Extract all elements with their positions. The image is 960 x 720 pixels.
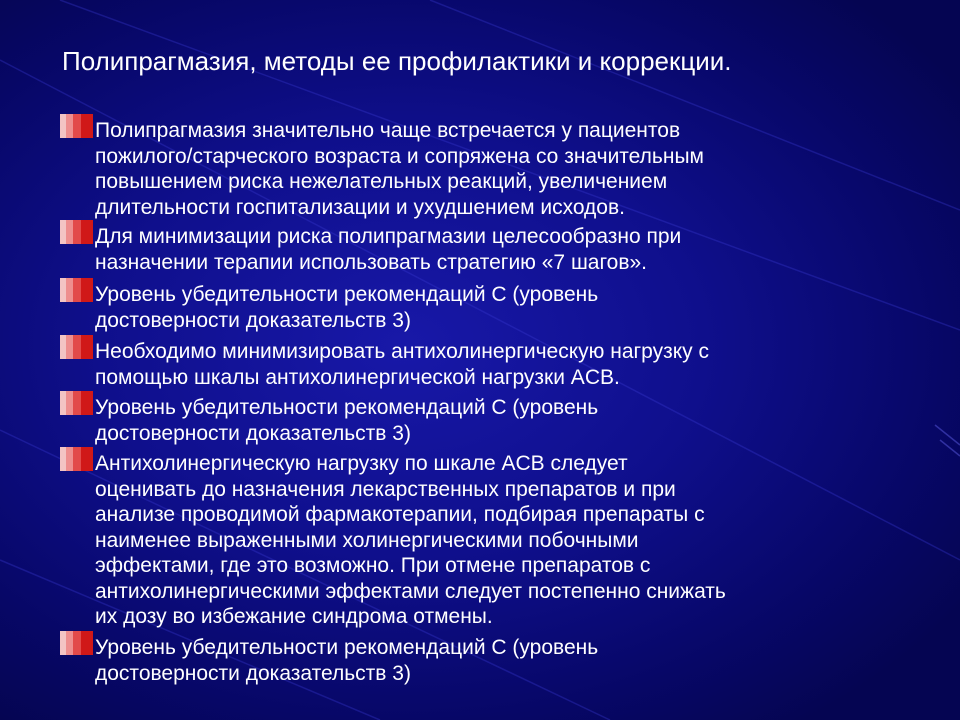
bullet-line: Антихолинергическую нагрузку по шкале ACB следует — [95, 452, 628, 475]
bullet-marker-icon — [60, 278, 93, 302]
bullet-line: Уровень убедительности рекомендаций С (уровень — [95, 396, 599, 419]
bullet-marker-icon — [60, 631, 93, 655]
bullet-line: достоверности доказательств 3) — [95, 421, 411, 445]
bullet-line: повышением риска нежелательных реакций, увеличением — [95, 170, 668, 193]
bullet-line: помощью шкалы антихолинергической нагрузки ACB. — [95, 365, 620, 389]
bullet-marker-icon — [60, 220, 93, 244]
bullet-marker-icon — [60, 335, 93, 359]
bullet-marker-icon — [60, 391, 93, 415]
bullet-line: Полипрагмазия значительно чаще встречается у пациентов — [95, 119, 681, 142]
bullet-text — [95, 635, 915, 686]
bullet-marker-icon — [60, 114, 93, 138]
bullet-line: Для минимизации риска полипрагмазии целесообразно при — [95, 225, 682, 248]
bullet-line: достоверности доказательств 3) — [95, 661, 411, 685]
bullet-line: Уровень убедительности рекомендаций С (уровень — [95, 283, 599, 306]
bullet-line: оценивать до назначения лекарственных препаратов и при — [95, 477, 676, 501]
slide-title: Полипрагмазия, методы ее профилактики и коррекции. — [62, 46, 732, 76]
bullet-text — [95, 118, 915, 220]
bullet-line: Уровень убедительности рекомендаций С (уровень — [95, 636, 599, 659]
bullet-marker-icon — [60, 447, 93, 471]
bullet-line: антихолинергическими эффектами следует постепенно снижать — [95, 579, 726, 603]
bullet-line: наименее выраженными холинергическими побочными — [95, 528, 639, 552]
bullet-line: анализе проводимой фармакотерапии, подбирая препараты с — [95, 503, 705, 526]
bullet-text — [95, 395, 915, 446]
bullet-line: достоверности доказательств 3) — [95, 308, 411, 332]
bullet-line: назначении терапии использовать стратегию «7 шагов». — [95, 250, 648, 274]
bullet-line: Необходимо минимизировать антихолинергическую нагрузку с — [95, 340, 710, 363]
bullet-text — [95, 451, 915, 630]
bullet-line: длительности госпитализации и ухудшением исходов. — [95, 195, 625, 219]
bullet-text — [95, 339, 915, 390]
bullet-text — [95, 282, 915, 333]
bullet-text — [95, 224, 915, 275]
bullet-line: их дозу во избежание синдрома отмены. — [95, 605, 493, 628]
bullet-line: эффектами, где это возможно. При отмене препаратов с — [95, 554, 651, 577]
bullet-line: пожилого/старческого возраста и сопряжена со значительным — [95, 144, 704, 168]
